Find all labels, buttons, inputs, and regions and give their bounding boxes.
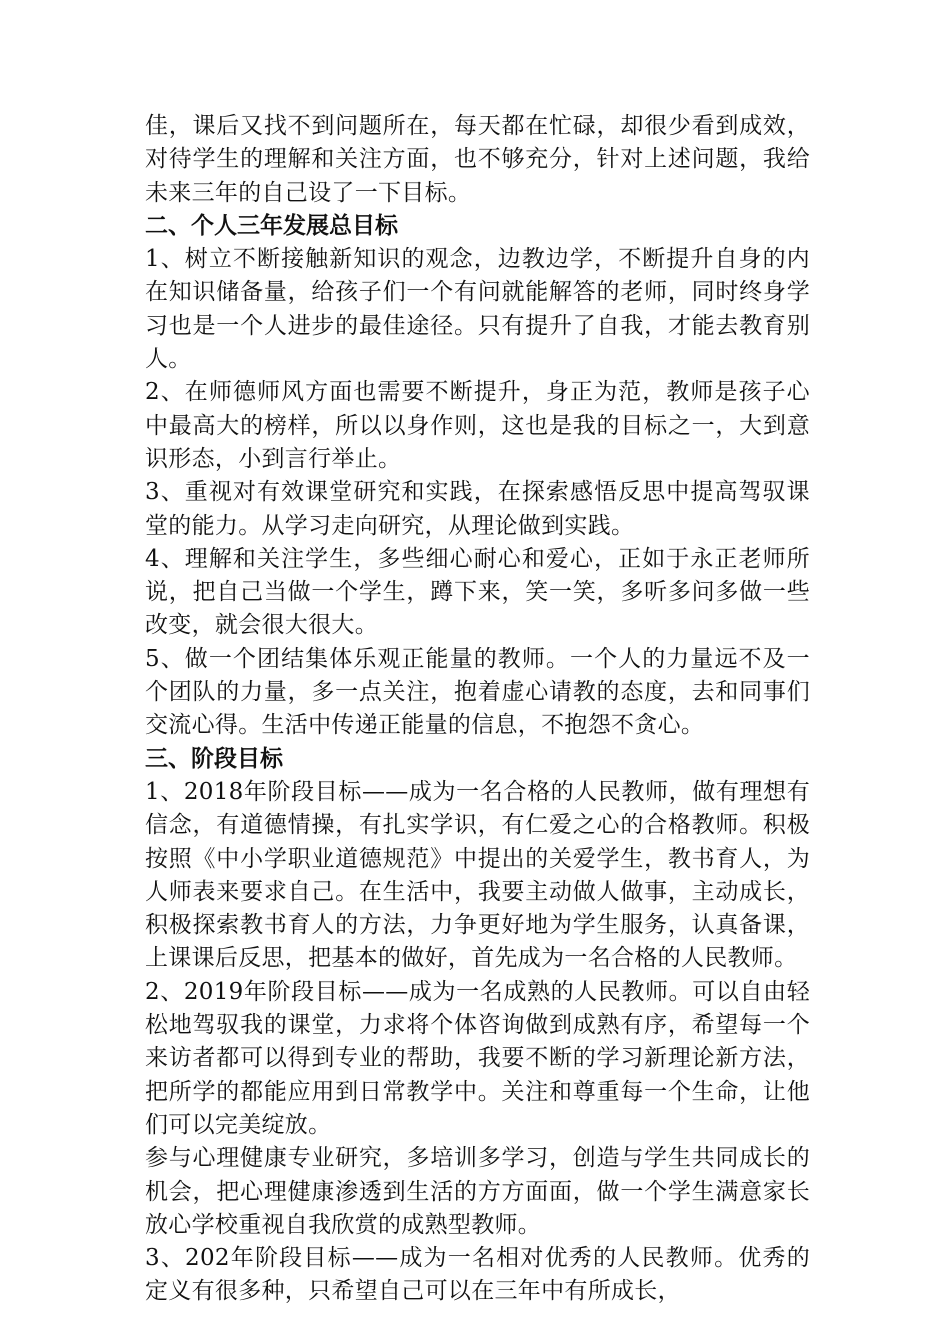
stage-goal-2019: 2、2019年阶段目标——成为一名成熟的人民教师。可以自由轻松地驾驭我的课堂，力求将个体咨询做到成熟有序，希望每一个来访者都可以得到专业的帮助，我要不断的学习新理论新方法，把所学的都能应用到日常教学中。关注和尊重每一个生命，让他们可以完美绽放。 [145, 978, 810, 1138]
goal-item-3: 3、重视对有效课堂研究和实践，在探索感悟反思中提高驾驭课堂的能力。从学习走向研究，从理论做到实践。 [145, 479, 810, 539]
stage-goal-2019-continued: 参与心理健康专业研究，多培训多学习，创造与学生共同成长的机会，把心理健康渗透到生活的方方面面，做一个学生满意家长放心学校重视自我欣赏的成熟型教师。 [145, 1145, 810, 1238]
goal-item-1: 1、树立不断接触新知识的观念，边教边学，不断提升自身的内在知识储备量，给孩子们一个有问就能解答的老师，同时终身学习也是一个人进步的最佳途径。只有提升了自我，才能去教育别人。 [145, 246, 810, 373]
stage-goal-2018: 1、2018年阶段目标——成为一名合格的人民教师，做有理想有信念，有道德情操，有扎实学识，有仁爱之心的合格教师。积极按照《中小学职业道德规范》中提出的关爱学生，教书育人，为人师表来要求自己。在生活中，我要主动做人做事，主动成长，积极探索教书育人的方法，力争更好地为学生服务，认真备课，上课课后反思，把基本的做好，首先成为一名合格的人民教师。 [145, 778, 810, 972]
goal-item-4: 4、理解和关注学生，多些细心耐心和爱心，正如于永正老师所说，把自己当做一个学生，蹲下来，笑一笑，多听多问多做一些改变，就会很大很大。 [145, 545, 810, 639]
stage-goal-202: 3、202年阶段目标——成为一名相对优秀的人民教师。优秀的定义有很多种，只希望自己可以在三年中有所成长， [145, 1245, 810, 1305]
goal-item-2: 2、在师德师风方面也需要不断提升，身正为范，教师是孩子心中最高大的榜样，所以以身作则，这也是我的目标之一，大到意识形态，小到言行举止。 [145, 379, 810, 472]
intro-paragraph: 佳，课后又找不到问题所在，每天都在忙碌，却很少看到成效，对待学生的理解和关注方面，也不够充分，针对上述问题，我给未来三年的自己设了一下目标。 [145, 113, 810, 206]
document-page [145, 110, 810, 1309]
section-heading-overall-goals: 二、个人三年发展总目标 [145, 212, 398, 239]
goal-item-5: 5、做一个团结集体乐观正能量的教师。一个人的力量远不及一个团队的力量，多一点关注，抱着虚心请教的态度，去和同事们交流心得。生活中传递正能量的信息，不抱怨不贪心。 [145, 645, 810, 739]
section-heading-stage-goals: 三、阶段目标 [145, 745, 283, 772]
